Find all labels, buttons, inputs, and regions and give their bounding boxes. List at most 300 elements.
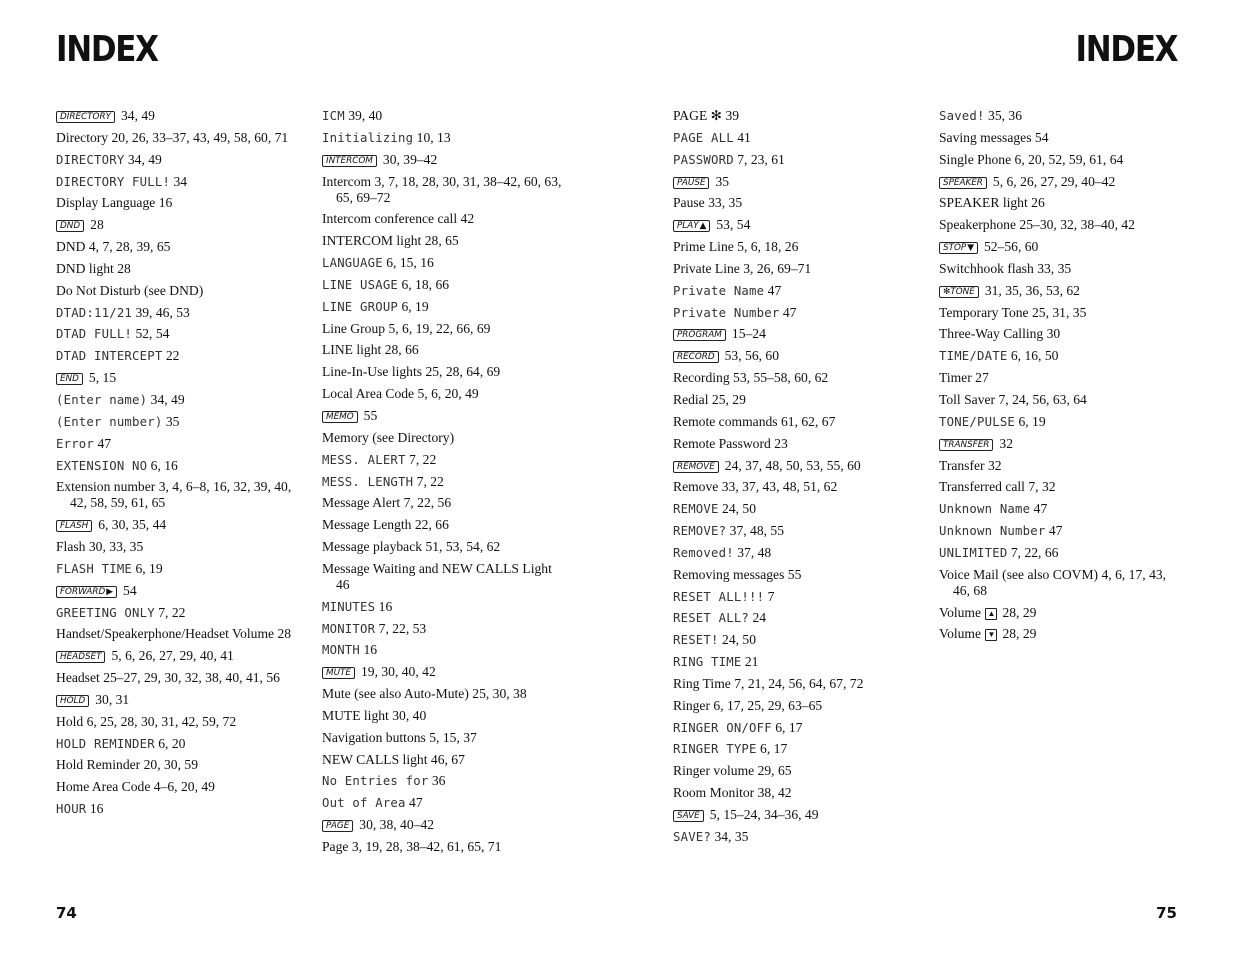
index-entry <box>56 736 296 752</box>
index-entry <box>673 326 913 342</box>
index-term: NEW CALLS light <box>322 751 428 767</box>
index-entry <box>939 217 1179 233</box>
page-references: 6, 17 <box>775 719 803 735</box>
page-references: 47 <box>97 435 112 451</box>
index-entry <box>56 561 296 577</box>
index-entry <box>673 283 913 299</box>
display-text: MONITOR <box>322 621 376 636</box>
index-entry <box>56 217 296 233</box>
index-entry <box>939 108 1179 124</box>
display-text: RESET ALL!!! <box>673 589 765 604</box>
index-entry <box>56 517 296 533</box>
page-references: 31, 35, 36, 53, 62 <box>984 282 1080 298</box>
page-title-right: INDEX <box>1075 29 1177 70</box>
index-entry <box>939 130 1179 146</box>
index-entry <box>939 283 1179 299</box>
page-references: 6, 30, 35, 44 <box>98 517 167 533</box>
volume-down-icon: ▼ <box>985 629 997 641</box>
index-entry <box>673 392 913 408</box>
display-text: DTAD:11/21 <box>56 305 133 320</box>
page-references: 34, 35 <box>714 828 749 844</box>
page-references: 5, 15, 37 <box>429 729 477 745</box>
page-references: 7, 23, 61 <box>737 151 785 167</box>
index-term: Message Alert <box>322 495 401 511</box>
index-entry <box>56 605 296 621</box>
page-references: 7, 22, 53 <box>378 620 427 636</box>
index-term: Local Area Code <box>322 386 415 402</box>
page-references: 16 <box>89 801 104 817</box>
index-entry <box>322 599 562 615</box>
page-references: 6, 20 <box>158 735 186 751</box>
page-number-left: 74 <box>56 904 77 922</box>
index-term: Temporary Tone <box>939 304 1029 320</box>
index-term: Memory (see Directory) <box>322 429 455 445</box>
index-entry <box>939 326 1179 342</box>
index-term: LINE light <box>322 342 382 358</box>
index-entry <box>56 757 296 773</box>
page-references: 34, 49 <box>127 151 162 167</box>
page-number-right: 75 <box>1156 904 1177 922</box>
key-label-text: PLAY <box>677 221 699 232</box>
page-references: 5, 6, 20, 49 <box>417 386 479 402</box>
index-entry <box>939 261 1179 277</box>
key-label <box>56 651 105 663</box>
page-references: 32 <box>999 435 1013 451</box>
page-references: 7, 21, 24, 56, 64, 67, 72 <box>734 675 864 691</box>
index-column-4 <box>939 108 1179 648</box>
index-entry <box>939 458 1179 474</box>
key-label <box>56 111 115 123</box>
page-references: 5, 6, 18, 26 <box>737 239 799 255</box>
page-references: 7, 24, 56, 63, 64 <box>998 391 1087 407</box>
display-text: Saved! <box>939 109 985 123</box>
display-text: LINE GROUP <box>322 299 399 314</box>
index-term: SPEAKER light <box>939 195 1028 211</box>
page-references: 3, 19, 28, 38–42, 61, 65, 71 <box>351 839 502 854</box>
display-text: PASSWORD <box>673 152 734 167</box>
display-text: Private Name <box>673 283 765 298</box>
index-entry <box>322 277 562 293</box>
page-references: 39, 46, 53 <box>135 304 190 320</box>
index-entry <box>322 795 562 811</box>
index-term: Handset/Speakerphone/Headset Volume <box>56 626 275 642</box>
index-entry <box>939 436 1179 452</box>
display-text: PAGE ALL <box>673 130 734 145</box>
display-text: HOUR <box>56 802 87 817</box>
index-entry <box>322 730 562 746</box>
page-references: 24, 37, 48, 50, 53, 55, 60 <box>724 457 861 473</box>
display-text: ICM <box>322 109 345 123</box>
index-entry <box>322 255 562 271</box>
index-term: Transfer <box>939 457 985 473</box>
page-references: 52, 54 <box>135 326 170 342</box>
page-references: 15–24 <box>731 326 766 342</box>
index-entry <box>322 686 562 702</box>
page-references: 37, 48 <box>737 544 772 560</box>
page-references: 6, 19 <box>401 298 429 314</box>
index-entry <box>673 174 913 190</box>
index-entry <box>673 654 913 670</box>
key-label-text: HEADSET <box>60 652 102 663</box>
index-entry <box>56 714 296 730</box>
page-references: 35 <box>715 173 730 189</box>
display-text: REMOVE? <box>673 524 727 539</box>
index-term: MUTE light <box>322 707 389 723</box>
page-references: 28, 29 <box>1002 626 1037 642</box>
display-text: No Entries for <box>322 774 429 789</box>
page-references: 5, 15–24, 34–36, 49 <box>709 807 819 822</box>
index-entry <box>56 583 296 599</box>
index-entry <box>322 495 562 511</box>
index-entry <box>673 108 913 124</box>
index-column-2 <box>322 108 562 861</box>
index-entry <box>939 414 1179 430</box>
key-label <box>939 177 987 189</box>
index-term: Toll Saver <box>939 391 996 407</box>
index-entry <box>673 348 913 364</box>
key-label-text: RECORD <box>677 352 715 363</box>
index-entry <box>322 364 562 380</box>
index-entry <box>673 545 913 561</box>
display-text: MINUTES <box>322 599 376 614</box>
index-entry <box>322 130 562 146</box>
index-entry <box>322 474 562 490</box>
index-entry <box>939 501 1179 517</box>
index-entry <box>673 458 913 474</box>
key-label-text: TRANSFER <box>943 439 990 450</box>
index-column-1 <box>56 108 296 823</box>
index-term: Mute (see also Auto-Mute) <box>322 686 469 702</box>
display-text: DTAD FULL! <box>56 327 133 342</box>
page-references: 6, 17, 25, 29, 63–65 <box>713 697 823 713</box>
page-references: 28, 65 <box>424 233 459 249</box>
page-references: 24 <box>752 610 767 626</box>
key-label-text: HOLD <box>60 695 86 706</box>
page-references: 30 <box>1046 326 1061 342</box>
index-term: Three-Way Calling <box>939 326 1044 342</box>
key-arrow-icon: ▲ <box>699 221 707 232</box>
index-entry <box>673 698 913 714</box>
index-entry <box>673 305 913 321</box>
index-entry <box>673 741 913 757</box>
display-text: LANGUAGE <box>322 256 383 271</box>
index-entry <box>56 458 296 474</box>
key-label-text: PAUSE <box>677 177 706 188</box>
index-entry <box>322 299 562 315</box>
page-references: 28 <box>90 217 104 233</box>
page-references: 25, 28, 64, 69 <box>425 364 501 380</box>
display-text: SAVE? <box>673 829 712 844</box>
key-label <box>322 155 377 167</box>
page-references: 46, 67 <box>430 751 465 767</box>
page-references: 25–30, 32, 38–40, 42 <box>1019 217 1135 233</box>
key-label <box>56 695 89 707</box>
key-label <box>673 810 704 822</box>
page-references: 47 <box>767 282 782 298</box>
page-references: 6, 15, 16 <box>386 255 434 271</box>
display-text: RING TIME <box>673 655 742 670</box>
display-text: (Enter name) <box>56 392 148 407</box>
index-entry <box>322 152 562 168</box>
index-entry <box>322 211 562 227</box>
index-term: Intercom conference call <box>322 211 458 227</box>
index-term: DND <box>56 239 86 255</box>
page-references: 37, 48, 55 <box>729 523 785 539</box>
index-entry <box>322 621 562 637</box>
index-entry <box>56 305 296 321</box>
index-term: Remote commands <box>673 413 778 429</box>
index-term: Home Area Code <box>56 779 151 795</box>
page-references: 5, 15 <box>88 370 117 386</box>
display-text: RINGER TYPE <box>673 742 757 757</box>
key-label <box>322 820 353 832</box>
display-text: HOLD REMINDER <box>56 736 155 751</box>
index-entry <box>939 239 1179 255</box>
page-references: 36 <box>431 773 446 789</box>
key-label <box>939 439 993 451</box>
index-entry <box>56 436 296 452</box>
page-references: 6, 18, 66 <box>401 276 450 292</box>
page-references: 53, 54 <box>716 217 751 233</box>
index-term: Message Waiting and NEW CALLS Light <box>322 560 552 576</box>
page-references: 39, 40 <box>348 108 383 123</box>
index-entry <box>56 670 296 686</box>
volume-up-icon: ▲ <box>985 608 997 620</box>
page-references: 55 <box>363 407 378 423</box>
page-references: 41 <box>737 129 751 145</box>
index-entry <box>673 130 913 146</box>
index-entry <box>673 370 913 386</box>
index-entry <box>939 152 1179 168</box>
index-entry <box>673 676 913 692</box>
page-references: 30, 39–42 <box>382 151 438 167</box>
page-references: 25, 29 <box>711 391 746 407</box>
index-entry <box>673 217 913 233</box>
index-entry <box>939 605 1179 621</box>
page-references: 22 <box>165 348 180 364</box>
index-entry <box>673 610 913 626</box>
page-references: 53, 55–58, 60, 62 <box>733 370 829 386</box>
page-references: 47 <box>409 795 423 811</box>
index-entry <box>939 545 1179 561</box>
index-term: Ringer volume <box>673 763 755 779</box>
key-label <box>56 586 117 598</box>
page-references: 33, 37, 43, 48, 51, 62 <box>721 479 838 495</box>
index-term: Display Language <box>56 195 156 211</box>
page-title-left: INDEX <box>56 29 158 70</box>
page-references: 29, 65 <box>757 763 792 779</box>
page-references: 16 <box>363 642 378 658</box>
key-label-text: DND <box>60 221 81 232</box>
index-term: Directory <box>56 129 109 145</box>
index-entry <box>673 239 913 255</box>
index-term: Removing messages <box>673 566 785 582</box>
index-term: DND light <box>56 260 114 276</box>
index-entry <box>673 829 913 845</box>
index-entry <box>56 283 296 299</box>
index-entry <box>673 523 913 539</box>
index-entry <box>56 370 296 386</box>
display-text: DIRECTORY FULL! <box>56 174 171 189</box>
index-entry <box>56 626 296 642</box>
index-entry <box>673 632 913 648</box>
index-entry <box>939 348 1179 364</box>
page-references: 34, 49 <box>120 108 155 123</box>
page-references: 28 <box>277 626 292 642</box>
page-references: 52–56, 60 <box>983 239 1039 255</box>
display-text: DIRECTORY <box>56 152 125 167</box>
index-term: Prime Line <box>673 239 734 255</box>
key-label <box>56 220 84 232</box>
page-references: 4–6, 20, 49 <box>153 779 215 795</box>
index-entry <box>322 561 562 593</box>
index-term: Message playback <box>322 539 423 555</box>
key-label-text: MUTE <box>326 668 351 679</box>
page-references: 61, 62, 67 <box>780 413 836 429</box>
page-references: 25, 31, 35 <box>1031 304 1087 320</box>
page-references: 47 <box>782 304 797 320</box>
index-entry <box>673 152 913 168</box>
index-entry <box>322 108 562 124</box>
page-references: 6, 20, 52, 59, 61, 64 <box>1014 151 1124 167</box>
key-label-text: REMOVE <box>677 461 715 472</box>
page-references: 34 <box>173 173 188 189</box>
page-references: 23 <box>774 435 788 451</box>
page-references: 28, 66 <box>384 342 419 358</box>
page-references: 26 <box>1031 195 1045 211</box>
display-text: REMOVE <box>673 502 719 517</box>
display-text: LINE USAGE <box>322 277 399 292</box>
page-references: 20, 26, 33–37, 43, 49, 58, 60, 71 <box>111 129 289 145</box>
index-entry <box>322 642 562 658</box>
index-entry <box>322 321 562 337</box>
page-references: 30, 40 <box>392 707 427 723</box>
page-references: 16 <box>158 195 173 211</box>
index-term: Do Not Disturb (see DND) <box>56 282 204 298</box>
index-term: Switchhook flash <box>939 260 1034 276</box>
index-term: Message Length <box>322 517 412 533</box>
page-references: 19, 30, 40, 42 <box>360 664 436 680</box>
page-references: 3, 7, 18, 28, 30, 31, 38–42, 60, 63, 65, 69–72 <box>336 173 562 205</box>
index-entry <box>322 539 562 555</box>
page-references: 35, 36 <box>988 108 1023 123</box>
index-entry <box>939 479 1179 495</box>
key-label <box>673 329 726 341</box>
index-term: Saving messages <box>939 129 1032 145</box>
index-entry <box>322 452 562 468</box>
index-entry <box>56 239 296 255</box>
page-references: 30, 38, 40–42 <box>359 817 435 833</box>
page-references: 54 <box>1034 129 1049 145</box>
key-label-text: MEMO <box>326 411 354 422</box>
page-references: 21 <box>744 654 759 670</box>
page-references: 42 <box>460 211 475 227</box>
display-text: RESET! <box>673 633 719 648</box>
index-entry <box>322 386 562 402</box>
index-term: Volume <box>939 604 982 620</box>
index-entry <box>673 261 913 277</box>
page-references: 20, 30, 59 <box>143 757 198 773</box>
index-entry <box>322 517 562 533</box>
key-arrow-icon: ▶ <box>106 586 114 597</box>
page-references: 53, 56, 60 <box>724 348 779 364</box>
page-references: 6, 16 <box>150 457 178 473</box>
index-entry <box>56 152 296 168</box>
page-references: 46 <box>336 576 350 592</box>
display-text: Unknown Number <box>939 524 1046 539</box>
key-label <box>939 242 978 254</box>
index-entry <box>673 195 913 211</box>
key-label <box>673 351 719 363</box>
page-references: 3, 26, 69–71 <box>743 260 812 276</box>
index-entry <box>56 392 296 408</box>
page-references: 4, 6, 17, 43, 46, 68 <box>953 566 1167 598</box>
index-term: Speakerphone <box>939 217 1017 233</box>
key-label-text: SPEAKER <box>943 177 983 188</box>
page-references: 5, 6, 19, 22, 66, 69 <box>388 320 491 336</box>
index-entry <box>939 523 1179 539</box>
index-entry <box>322 708 562 724</box>
display-text: Error <box>56 436 95 451</box>
page-references: 7, 22 <box>158 604 186 620</box>
page-references: 47 <box>1033 501 1048 517</box>
index-entry <box>673 763 913 779</box>
index-term: Redial <box>673 391 709 407</box>
display-text: MONTH <box>322 643 361 658</box>
index-entry <box>56 195 296 211</box>
index-term: Ring Time <box>673 675 731 691</box>
index-term: PAGE ✻ <box>673 108 723 123</box>
index-entry <box>673 589 913 605</box>
index-entry <box>939 567 1179 599</box>
page-references: 38, 42 <box>757 785 792 801</box>
key-label <box>939 286 979 298</box>
display-text: Private Number <box>673 305 780 320</box>
index-entry <box>56 108 296 124</box>
display-text: EXTENSION NO <box>56 458 148 473</box>
index-entry <box>939 626 1179 642</box>
index-term: Remove <box>673 479 719 495</box>
page-references: 33, 35 <box>1037 260 1072 276</box>
index-term: Extension number <box>56 479 156 495</box>
key-arrow-icon: ▼ <box>967 243 974 254</box>
index-entry <box>322 342 562 358</box>
index-entry <box>56 479 296 511</box>
index-entry <box>56 801 296 817</box>
page-references: 25, 30, 38 <box>472 686 527 702</box>
index-entry <box>322 408 562 424</box>
index-entry <box>673 720 913 736</box>
page-references: 7, 22, 66 <box>1010 544 1059 560</box>
index-term: Single Phone <box>939 151 1012 167</box>
index-term: Line-In-Use lights <box>322 364 423 380</box>
key-label-text: SAVE <box>677 811 700 821</box>
index-entry <box>56 648 296 664</box>
index-term: Ringer <box>673 697 710 713</box>
key-label-text: INTERCOM <box>326 155 373 166</box>
index-term: Timer <box>939 370 972 386</box>
index-entry <box>322 233 562 249</box>
index-entry <box>673 785 913 801</box>
page-references: 7, 22, 56 <box>403 495 452 511</box>
index-term: Line Group <box>322 320 386 336</box>
index-term: Page <box>322 839 349 854</box>
key-label-text: PAGE <box>326 821 350 832</box>
page-references: 54 <box>123 582 137 598</box>
index-term: Intercom <box>322 173 372 189</box>
key-label <box>322 411 358 423</box>
key-label <box>56 373 83 385</box>
